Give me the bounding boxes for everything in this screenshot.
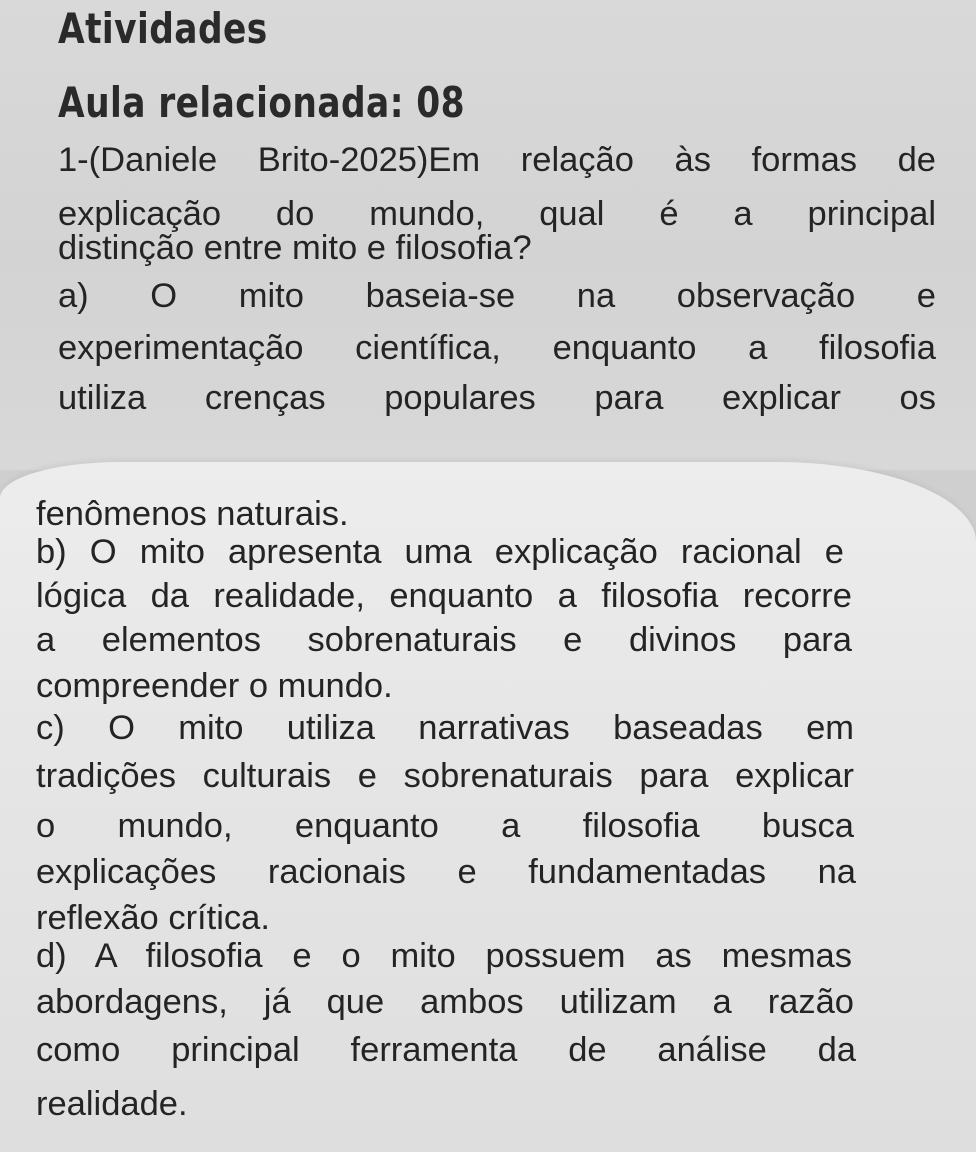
option-c-line-3: o mundo, enquanto a filosofia busca bbox=[36, 807, 854, 845]
option-d-line-1: d) A filosofia e o mito possuem as mesmas bbox=[36, 937, 852, 975]
option-a-line-1: a) O mito baseia-se na observação e bbox=[58, 277, 936, 315]
option-d-line-2: abordagens, já que ambos utilizam a razão bbox=[36, 983, 854, 1021]
option-b-line-1: b) O mito apresenta uma explicação racional e bbox=[36, 533, 844, 571]
option-a-line-3: utiliza crenças populares para explicar os bbox=[58, 379, 936, 417]
option-c-line-2: tradições culturais e sobrenaturais para explicar bbox=[36, 757, 854, 795]
option-a-line-2: experimentação científica, enquanto a filosofia bbox=[58, 329, 936, 367]
activities-heading: Atividades bbox=[58, 4, 268, 53]
option-b-line-3: a elementos sobrenaturais e divinos para bbox=[36, 621, 852, 659]
question-line-3: distinção entre mito e filosofia? bbox=[58, 229, 532, 267]
option-a-line-4: fenômenos naturais. bbox=[36, 495, 349, 533]
option-c-line-4: explicações racionais e fundamentadas na bbox=[36, 853, 856, 891]
question-line-2: explicação do mundo, qual é a principal bbox=[58, 195, 936, 233]
option-b-line-4: compreender o mundo. bbox=[36, 667, 393, 705]
option-d-line-4: realidade. bbox=[36, 1085, 188, 1123]
option-b-line-2: lógica da realidade, enquanto a filosofia recorre bbox=[36, 577, 852, 615]
related-class-heading: Aula relacionada: 08 bbox=[58, 78, 466, 127]
option-d-line-3: como principal ferramenta de análise da bbox=[36, 1031, 856, 1069]
option-c-line-1: c) O mito utiliza narrativas baseadas em bbox=[36, 709, 854, 747]
question-line-1: 1-(Daniele Brito-2025)Em relação às formas de bbox=[58, 141, 936, 179]
option-c-line-5: reflexão crítica. bbox=[36, 899, 270, 937]
